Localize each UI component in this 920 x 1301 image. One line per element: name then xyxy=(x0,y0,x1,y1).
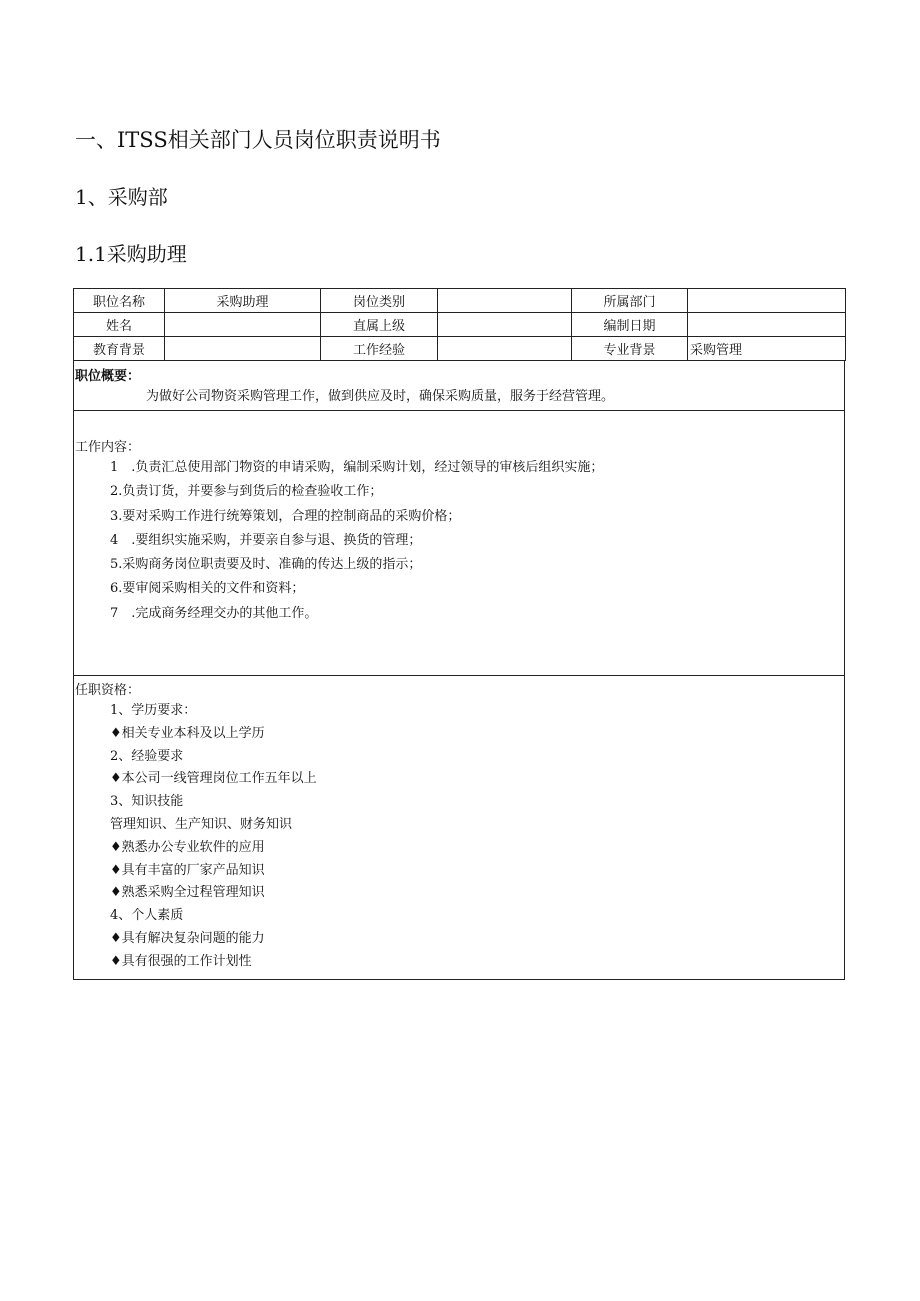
label-cell: 工作经验 xyxy=(321,337,438,361)
value-cell xyxy=(165,313,321,337)
list-item: 2、经验要求 xyxy=(110,748,184,764)
list-item: 1 .负责汇总使用部门物资的申请采购，编制采购计划，经过领导的审核后组织实施； xyxy=(110,460,604,475)
qualification-list xyxy=(110,702,317,976)
table-row xyxy=(74,289,846,313)
list-item: ♦熟悉采购全过程管理知识 xyxy=(110,885,265,901)
qualification-label: 任职资格： xyxy=(75,683,141,698)
label-cell: 岗位类别 xyxy=(321,289,438,313)
job-summary-text: 为做好公司物资采购管理工作，做到供应及时，确保采购质量，服务于经营管理。 xyxy=(146,389,615,404)
list-item: 管理知识、生产知识、财务知识 xyxy=(110,816,293,832)
job-summary-section xyxy=(73,360,845,411)
list-item: 1、学历要求： xyxy=(110,703,197,718)
list-item: 6.要审阅采购相关的文件和资料； xyxy=(110,581,305,597)
work-content-section xyxy=(73,411,845,676)
list-item: ♦相关专业本科及以上学历 xyxy=(110,725,265,741)
label-cell: 直属上级 xyxy=(321,313,438,337)
label-cell: 教育背景 xyxy=(74,337,165,361)
subsection-heading: 1.1采购助理 xyxy=(75,242,187,266)
label-cell: 姓名 xyxy=(74,313,165,337)
job-info-table xyxy=(73,288,846,361)
value-cell xyxy=(438,289,572,313)
work-content-list xyxy=(110,459,603,629)
value-cell xyxy=(165,337,321,361)
value-cell xyxy=(438,337,572,361)
value-cell xyxy=(438,313,572,337)
list-item: ♦具有很强的工作计划性 xyxy=(110,953,252,969)
list-item: 4、个人素质 xyxy=(110,908,184,924)
list-item: 5.采购商务岗位职责要及时、准确的传达上级的指示； xyxy=(110,557,422,573)
work-content-label: 工作内容： xyxy=(75,440,141,455)
list-item: 2.负责订货，并要参与到货后的检查验收工作； xyxy=(110,484,383,500)
value-cell: 采购助理 xyxy=(165,289,321,313)
table-row xyxy=(74,313,846,337)
list-item: 7 .完成商务经理交办的其他工作。 xyxy=(110,605,318,621)
list-item: 3、知识技能 xyxy=(110,794,184,810)
list-item: ♦本公司一线管理岗位工作五年以上 xyxy=(110,771,317,787)
list-item: ♦具有解决复杂问题的能力 xyxy=(110,930,265,946)
list-item: ♦具有丰富的厂家产品知识 xyxy=(110,862,265,878)
value-cell xyxy=(688,289,846,313)
qualification-section xyxy=(73,676,845,980)
list-item: ♦熟悉办公专业软件的应用 xyxy=(110,839,265,855)
value-cell: 采购管理 xyxy=(688,337,846,361)
section-heading: 1、采购部 xyxy=(75,185,168,209)
list-item: 4 .要组织实施采购，并要亲自参与退、换货的管理； xyxy=(110,532,422,548)
label-cell: 专业背景 xyxy=(572,337,688,361)
label-cell: 职位名称 xyxy=(74,289,165,313)
label-cell: 所属部门 xyxy=(572,289,688,313)
label-cell: 编制日期 xyxy=(572,313,688,337)
table-row xyxy=(74,337,846,361)
list-item: 3.要对采购工作进行统筹策划，合理的控制商品的采购价格； xyxy=(110,508,461,524)
document-title: 一、ITSS相关部门人员岗位职责说明书 xyxy=(75,128,441,152)
value-cell xyxy=(688,313,846,337)
job-summary-label: 职位概要： xyxy=(75,369,141,384)
